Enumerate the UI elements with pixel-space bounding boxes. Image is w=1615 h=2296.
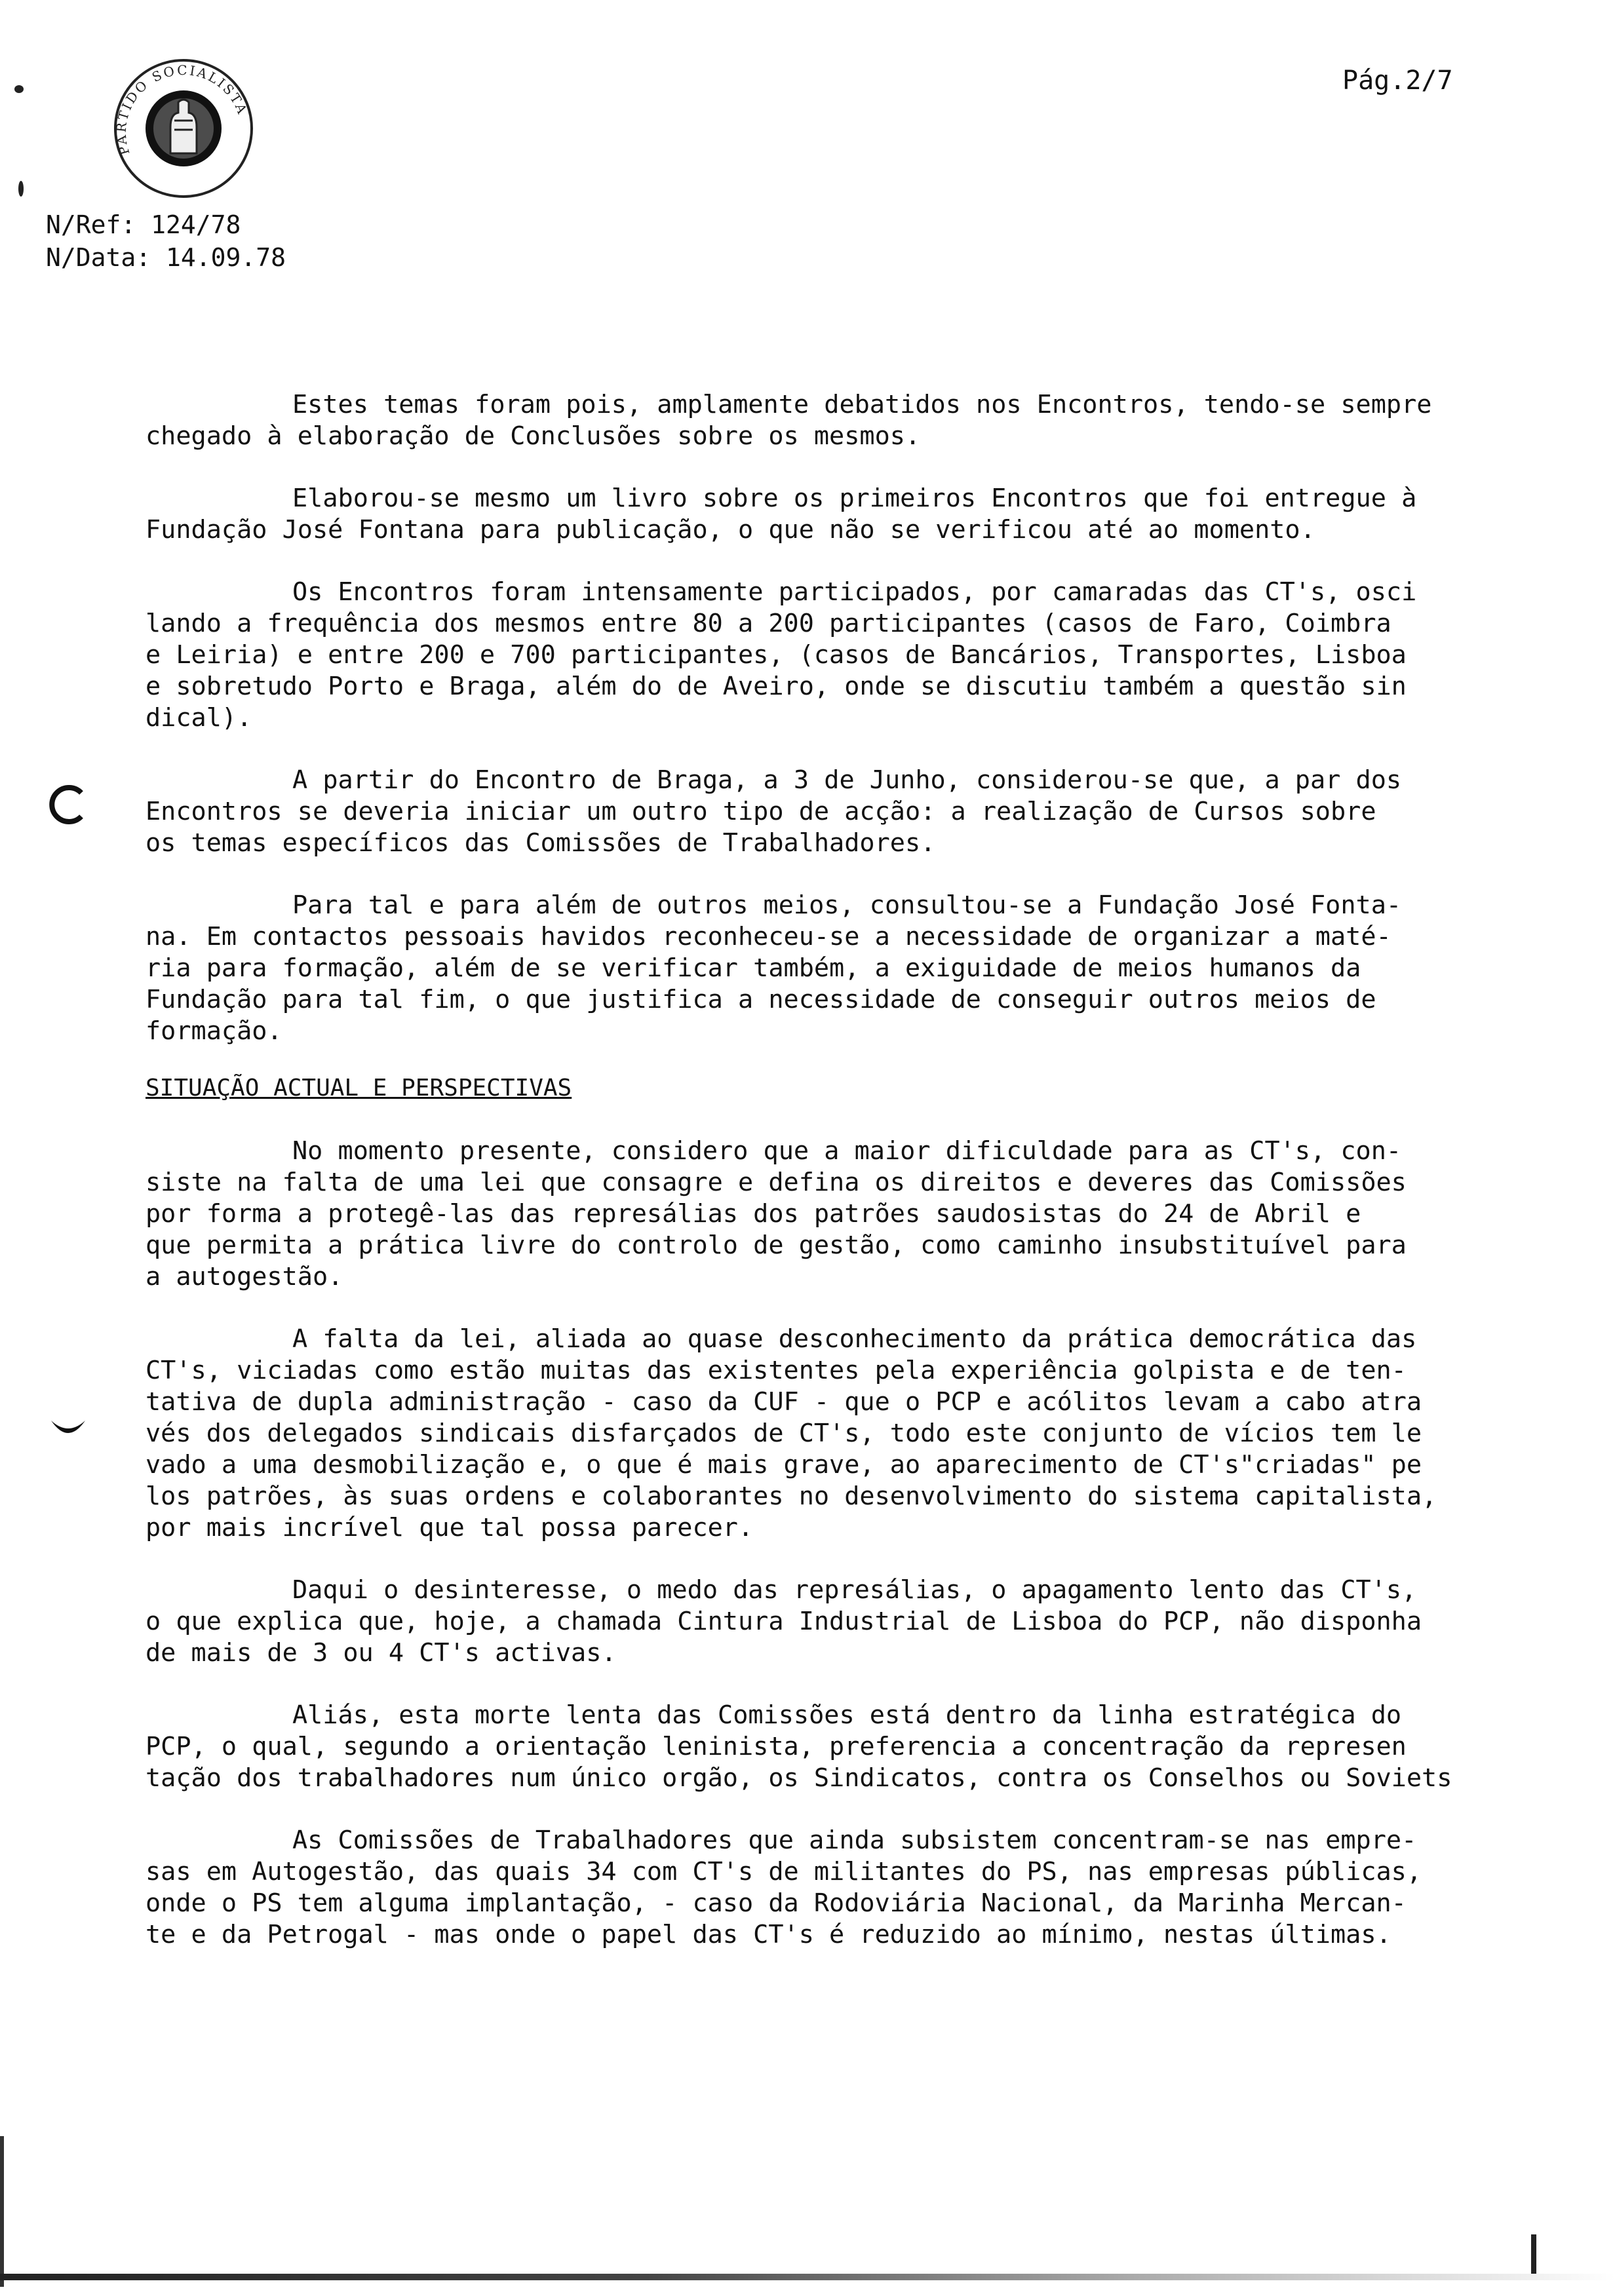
- paragraph-line: ria para formação, além de se verificar também, a exiguidade de meios humanos da: [146, 953, 1361, 983]
- paragraph-line: siste na falta de uma lei que consagre e defina os direitos e deveres das Comissões: [146, 1168, 1407, 1197]
- reference-date: N/Data: 14.09.78: [46, 243, 286, 272]
- paragraph-line: vado a uma desmobilização e, o que é mais grave, ao aparecimento de CT's"criadas" pe: [146, 1450, 1422, 1480]
- paragraph-line: No momento presente, considero que a maior dificuldade para as CT's, con-: [292, 1136, 1402, 1166]
- paragraph-line: Aliás, esta morte lenta das Comissões está dentro da linha estratégica do: [292, 1700, 1402, 1730]
- punch-hole-mark-top: [47, 784, 89, 826]
- paragraph: [146, 765, 1526, 859]
- paragraph-line: tação dos trabalhadores num único orgão, os Sindicatos, contra os Conselhos ou Soviets: [146, 1763, 1452, 1793]
- paragraph: [146, 1324, 1526, 1544]
- paragraph-line: CT's, viciadas como estão muitas das existentes pela experiência golpista e de ten-: [146, 1356, 1407, 1385]
- paragraph: [146, 577, 1526, 734]
- paragraph: [146, 1825, 1526, 1951]
- paragraph-line: Os Encontros foram intensamente participados, por camaradas das CT's, osci: [292, 577, 1417, 607]
- paragraph-line: formação.: [146, 1016, 282, 1046]
- paragraph-line: los patrões, às suas ordens e colaborantes no desenvolvimento do sistema capitalista,: [146, 1482, 1437, 1511]
- paragraph-line: A falta da lei, aliada ao quase desconhecimento da prática democrática das: [292, 1324, 1417, 1354]
- paragraph-line: A partir do Encontro de Braga, a 3 de Junho, considerou-se que, a par dos: [292, 765, 1402, 795]
- reference-number: N/Ref: 124/78: [46, 210, 241, 239]
- paragraph-line: chegado à elaboração de Conclusões sobre os mesmos.: [146, 421, 921, 451]
- paragraph-line: lando a frequência dos mesmos entre 80 a 200 participantes (casos de Faro, Coimbra: [146, 609, 1391, 638]
- paragraph: [146, 1700, 1526, 1794]
- paragraph-line: na. Em contactos pessoais havidos reconheceu-se a necessidade de organizar a maté-: [146, 922, 1391, 951]
- paragraph-line: Fundação José Fontana para publicação, o que não se verificou até ao momento.: [146, 515, 1315, 545]
- paragraph-line: Estes temas foram pois, amplamente debatidos nos Encontros, tendo-se sempre: [292, 390, 1432, 419]
- paragraph-line: vés dos delegados sindicais disfarçados de CT's, todo este conjunto de vícios tem le: [146, 1419, 1422, 1448]
- paragraph: [146, 483, 1526, 546]
- paragraph-line: onde o PS tem alguma implantação, - caso da Rodoviária Nacional, da Marinha Mercan-: [146, 1888, 1407, 1918]
- paragraph-line: dical).: [146, 703, 252, 733]
- paragraph: [146, 890, 1526, 1047]
- paragraph-line: Fundação para tal fim, o que justifica a necessidade de conseguir outros meios de: [146, 985, 1376, 1014]
- section-heading: SITUAÇÃO ACTUAL E PERSPECTIVAS: [146, 1075, 572, 1101]
- page-number: Pág.2/7: [1342, 66, 1453, 96]
- paragraph-line: Daqui o desinteresse, o medo das represálias, o apagamento lento das CT's,: [292, 1575, 1417, 1605]
- paragraph-line: PCP, o qual, segundo a orientação leninista, preferencia a concentração da represen: [146, 1732, 1407, 1761]
- party-seal-logo: [110, 55, 257, 202]
- paragraph-line: Encontros se deveria iniciar um outro tipo de acção: a realização de Cursos sobre: [146, 797, 1376, 826]
- reference-block: [46, 208, 286, 274]
- scan-speck: [14, 85, 24, 93]
- letter-body: [146, 389, 1526, 1981]
- punch-hole-mark-bottom: [47, 1407, 89, 1449]
- paragraphs-before-heading: [146, 389, 1526, 1047]
- paragraph-line: a autogestão.: [146, 1262, 343, 1292]
- paragraph-line: por mais incrível que tal possa parecer.: [146, 1513, 754, 1542]
- paragraph: [146, 1136, 1526, 1293]
- seal-text: PARTIDO SOCIALISTA: [113, 62, 251, 157]
- paragraph-line: te e da Petrogal - mas onde o papel das CT's é reduzido ao mínimo, nestas últimas.: [146, 1920, 1391, 1949]
- paragraph-line: tativa de dupla administração - caso da CUF - que o PCP e acólitos levam a cabo atra: [146, 1387, 1422, 1417]
- scan-speck: [18, 181, 24, 197]
- paragraph-line: por forma a protegê-las das represálias dos patrões saudosistas do 24 de Abril e: [146, 1199, 1361, 1229]
- paragraph-line: o que explica que, hoje, a chamada Cintura Industrial de Lisboa do PCP, não disponha: [146, 1607, 1422, 1636]
- paragraph: [146, 1575, 1526, 1669]
- paragraph-line: e sobretudo Porto e Braga, além do de Aveiro, onde se discutiu também a questão sin: [146, 672, 1407, 701]
- paragraph-line: os temas específicos das Comissões de Trabalhadores.: [146, 828, 936, 858]
- paragraph-line: de mais de 3 ou 4 CT's activas.: [146, 1638, 617, 1668]
- paragraphs-after-heading: [146, 1136, 1526, 1951]
- paragraph-line: e Leiria) e entre 200 e 700 participantes, (casos de Bancários, Transportes, Lisboa: [146, 640, 1407, 670]
- scan-mark: [1531, 2234, 1536, 2276]
- paragraph-line: As Comissões de Trabalhadores que ainda subsistem concentram-se nas empre-: [292, 1826, 1417, 1855]
- margin-scan-line: [0, 2136, 4, 2287]
- paragraph-line: Para tal e para além de outros meios, consultou-se a Fundação José Fonta-: [292, 890, 1402, 920]
- paragraph: [146, 389, 1526, 452]
- paragraph-line: que permita a prática livre do controlo de gestão, como caminho insubstituível para: [146, 1231, 1407, 1260]
- paragraph-line: Elaborou-se mesmo um livro sobre os primeiros Encontros que foi entregue à: [292, 484, 1417, 513]
- paragraph-line: sas em Autogestão, das quais 34 com CT's de militantes do PS, nas empresas públicas,: [146, 1857, 1422, 1886]
- bottom-scan-edge: [0, 2274, 1615, 2280]
